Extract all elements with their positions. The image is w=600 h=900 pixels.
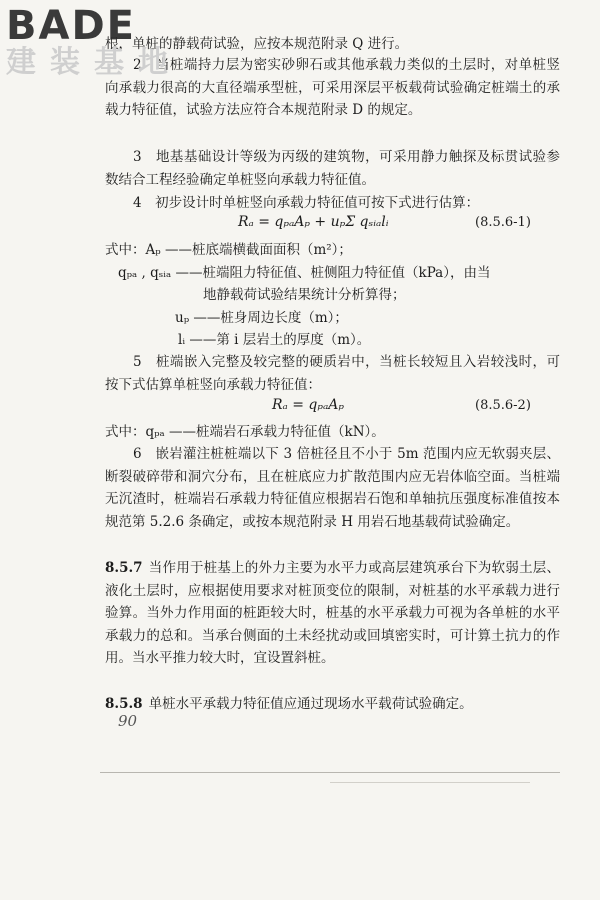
paragraph-3: 3 地基基础设计等级为丙级的建筑物，可采用静力触探及标贯试验参数结合工程经验确定单桩竖向承载力特征值。 bbox=[105, 149, 560, 188]
line-continuation: 根，单桩的静载荷试验，应按本规范附录 Q 进行。 bbox=[105, 36, 409, 52]
paragraph-2: 2 当桩端持力层为密实砂卵石或其他承载力类似的土层时，对单桩竖向承载力很高的大直径端承型桩，可采用深层平板载荷试验确定桩端土的承载力特征值，试验方法应符合本规范附录 D 的规定。 bbox=[105, 57, 560, 118]
section-number-8-5-7: 8.5.7 bbox=[105, 560, 143, 576]
where-qpa-rock: 式中：qₚₐ ——桩端岩石承载力特征值（kN）。 bbox=[105, 424, 385, 440]
paragraph-6: 6 嵌岩灌注桩桩端以下 3 倍桩径且不小于 5m 范围内应无软弱夹层、断裂破碎带和洞穴分布，且在桩底应力扩散范围内应无岩体临空面。当桩端无沉渣时，桩端岩石承载力特征值应根据岩石饱和单轴抗压强度标准值按本规范第 5.2.6 条确定，或按本规范附录 H 用岩石地基载荷试验确定。 bbox=[105, 446, 560, 530]
logo-main-text: BADE bbox=[6, 3, 136, 49]
where-qpa-qsia-cont: 地静载荷试验结果统计分析算得； bbox=[203, 287, 406, 303]
section-8-5-7 bbox=[105, 557, 560, 670]
bade-logo bbox=[6, 4, 182, 80]
where-qpa-qsia: qₚₐ , qₛᵢₐ ——桩端阻力特征值、桩侧阻力特征值（kPa），由当 bbox=[118, 265, 491, 281]
section-8-5-8 bbox=[105, 693, 560, 716]
formula-number-1: (8.5.6-1) bbox=[475, 215, 531, 230]
where-up: uₚ ——桩身周边长度（m）； bbox=[175, 310, 348, 326]
paragraph-4: 4 初步设计时单桩竖向承载力特征值可按下式进行估算： bbox=[133, 195, 480, 211]
section-text-8-5-7: 当作用于桩基上的外力主要为水平力或高层建筑承台下为软弱土层、液化土层时，应根据使用要求对桩顶变位的限制，对桩基的水平承载力进行验算。当外力作用面的桩距较大时，桩基的水平承载力可视为各单桩的水平承载力的总和。当承台侧面的土未经扰动或回填密实时，可计算土抗力的作用。当水平推力较大时，宜设置斜桩。 bbox=[105, 560, 560, 666]
section-number-8-5-8: 8.5.8 bbox=[105, 696, 143, 712]
logo-sub-text: 建装基地 bbox=[6, 45, 182, 80]
where-li: lᵢ ——第 i 层岩土的厚度（m）。 bbox=[178, 332, 371, 348]
paragraph-5: 5 桩端嵌入完整及较完整的硬质岩中，当桩长较短且入岩较浅时，可按下式估算单桩竖向承载力特征值： bbox=[105, 354, 560, 393]
section-text-8-5-8: 单桩水平承载力特征值应通过现场水平载荷试验确定。 bbox=[148, 696, 473, 712]
where-Ap: 式中：Aₚ ——桩底端横截面面积（m²）； bbox=[105, 242, 352, 258]
page-number: 90 bbox=[118, 712, 138, 730]
bottom-scan-line bbox=[100, 772, 560, 773]
formula-8-5-6-1: Rₐ = qₚₐAₚ + uₚΣ qₛᵢₐlᵢ bbox=[238, 214, 389, 230]
formula-8-5-6-2: Rₐ = qₚₐAₚ bbox=[272, 397, 344, 413]
bottom-scan-line-2 bbox=[330, 782, 530, 783]
formula-number-2: (8.5.6-2) bbox=[475, 398, 531, 413]
